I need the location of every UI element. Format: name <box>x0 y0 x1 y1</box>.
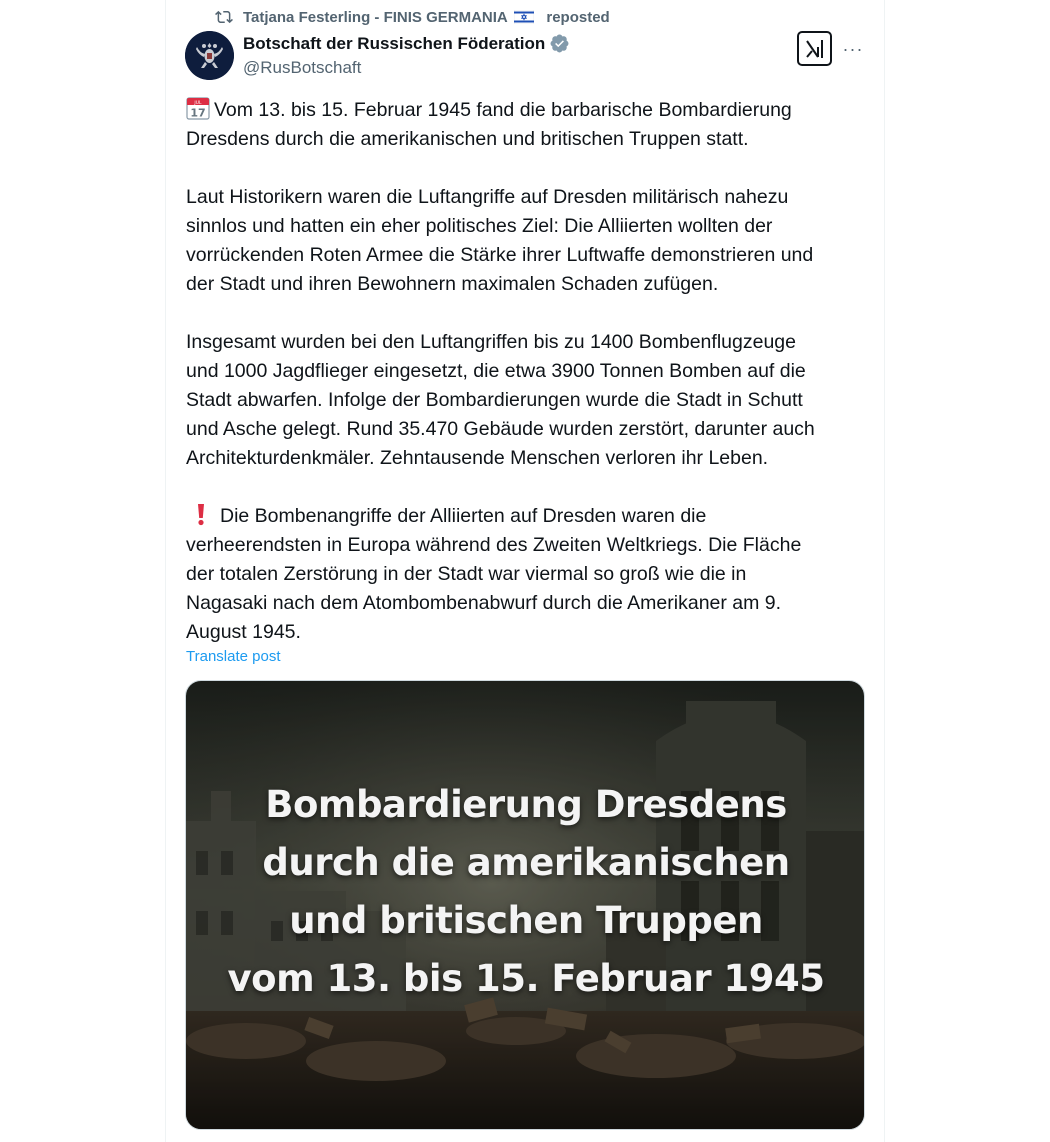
post-paragraph <box>186 328 870 473</box>
repost-header <box>214 7 610 27</box>
post-paragraph <box>186 502 870 647</box>
column-border-right <box>884 0 885 1142</box>
media-caption-line: Bombardierung Dresdens <box>265 783 787 826</box>
more-options-button[interactable]: ··· <box>842 38 864 59</box>
retweet-icon <box>214 7 234 27</box>
grok-button[interactable] <box>797 31 832 66</box>
repost-suffix: reposted <box>546 8 610 26</box>
exclamation-emoji-icon <box>194 502 208 526</box>
post-paragraph <box>186 96 870 154</box>
translate-post-link[interactable]: Translate post <box>186 648 281 665</box>
svg-text:JUL: JUL <box>194 100 202 106</box>
avatar[interactable] <box>185 31 234 80</box>
coat-of-arms-icon <box>185 31 234 80</box>
svg-text:17: 17 <box>190 106 206 120</box>
post-paragraph <box>186 183 870 299</box>
media-caption-line: vom 13. bis 15. Februar 1945 <box>227 957 825 1000</box>
grok-icon <box>804 38 826 60</box>
israel-flag-icon <box>514 10 534 24</box>
column-border-left <box>165 0 166 1142</box>
verified-badge-icon[interactable] <box>549 33 570 54</box>
author-handle[interactable]: @RusBotschaft <box>243 58 362 77</box>
post-paragraph-text: Insgesamt wurden bei den Luftangriffen bis zu 1400 Bombenflugzeuge und 1000 Jagdflieger eingesetzt, die etwa 3900 Tonnen Bomben auf die Stadt abwarfen. Infolge der Bombardierungen wurde die Stadt in Schutt und Asche gelegt. Rund 35.470 Gebäude wurden zerstört, darunter auch Architekturdenkmäler. Zehntausende Menschen verloren ihr Leben. <box>186 331 815 469</box>
author-name-row <box>243 33 570 54</box>
reposter-name: Tatjana Festerling - FINIS GERMANIA <box>243 8 508 26</box>
media-caption <box>186 776 865 1008</box>
post-paragraph-text: Die Bombenangriffe der Alliierten auf Dresden waren die verheerendsten in Europa während des Zweiten Weltkriegs. Die Fläche der totalen Zerstörung in der Stadt war viermal so groß wie die in Nagasaki nach dem Atombombenabwurf durch die Amerikaner am 9. August 1945. <box>186 505 802 643</box>
author-display-name[interactable]: Botschaft der Russischen Föderation <box>243 33 546 53</box>
post-media-image[interactable] <box>185 680 865 1130</box>
calendar-emoji-icon <box>186 96 210 120</box>
media-caption-line: und britischen Truppen <box>289 899 763 942</box>
post-paragraph-text: Laut Historikern waren die Luftangriffe auf Dresden militärisch nahezu sinnlos und hatten ein eher politisches Ziel: Die Alliierten wollten der vorrückenden Roten Armee die Stärke ihrer Luftwaffe demonstrieren und der Stadt und ihren Bewohnern maximalen Schaden zufügen. <box>186 186 814 295</box>
reposter-link[interactable] <box>243 9 537 26</box>
post-text <box>186 96 870 647</box>
media-caption-line: durch die amerikanischen <box>262 841 790 884</box>
post-paragraph-text: Vom 13. bis 15. Februar 1945 fand die barbarische Bombardierung Dresdens durch die amerikanischen und britischen Truppen statt. <box>186 99 792 150</box>
